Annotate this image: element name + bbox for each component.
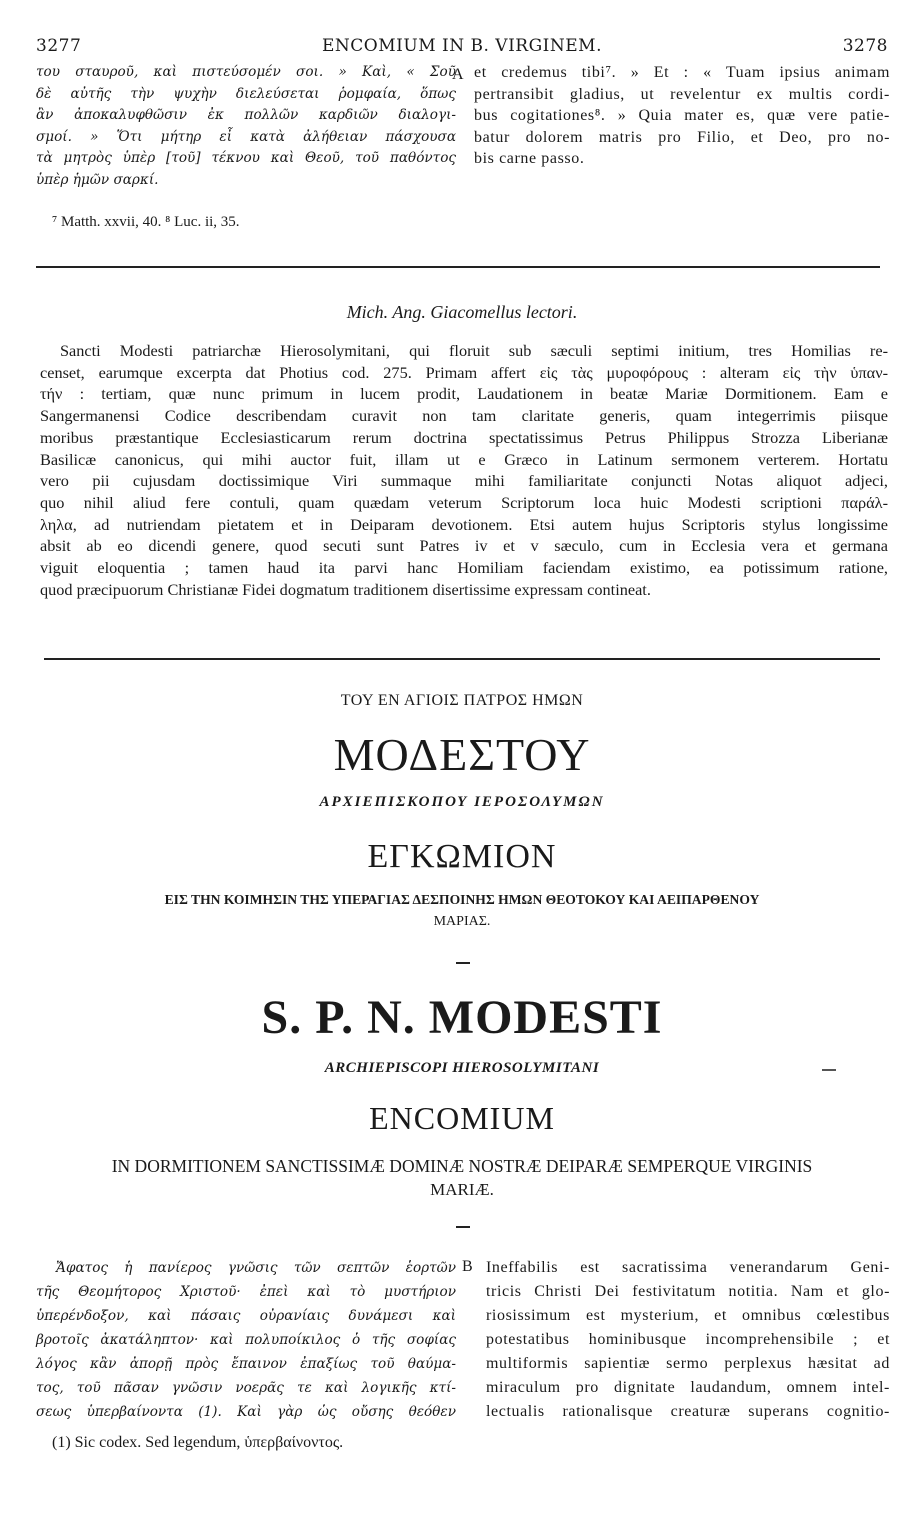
top-footnotes: ⁷ Matth. xxvii, 40. ⁸ Luc. ii, 35. xyxy=(52,214,240,230)
greek-office: ΑΡΧΙΕΠΙΣΚΟΠΟΥ ΙΕΡΟΣΟΛΥΜΩΝ xyxy=(319,794,605,810)
preface-line: Sancti Modesti patriarchæ Hierosolymitani, qui floruit sub sæculi septimi initium, tres Homilias re- xyxy=(60,341,888,360)
latin-line: batur dolorem matris pro Filio, et Deo, pro no- xyxy=(474,128,890,146)
greek-line: ὑπερένδοξον, καὶ πάσαις οὐρανίαις δυνάμεσι καὶ xyxy=(36,1308,456,1324)
preface-line: vero pii cujusdam doctissimique Viri summaque mihi familiaritate conjuncti Notas aliquot adjeci, xyxy=(40,471,888,491)
greek-title-line: ΤΟΥ ΕΝ ΑΓΙΟΙΣ ΠΑΤΡΟΣ ΗΜΩΝ xyxy=(340,692,584,709)
bottom-footnote: (1) Sic codex. Sed legendum, ὑπερβαίνοντος. xyxy=(52,1434,344,1451)
greek-line: ἂν ἀποκαλυφθῶσιν ἐκ πολλῶν καρδιῶν διαλογι- xyxy=(36,107,456,123)
stray-mark xyxy=(822,1069,836,1071)
latin-work-title: ENCOMIUM xyxy=(369,1100,555,1136)
preface-line: censet, earumque excerpta dat Photius cod. 275. Primam affert εἰς τὰς μυροφόρους : alteram εἰς τὴν ὑπαν- xyxy=(40,362,888,382)
preface-line: ληλα, ad nutriendam pietatem et in Deiparam devotionem. Etsi autem hujus Scriptoris stylus longissime xyxy=(40,514,888,534)
greek-author-name: ΜΟΔΕΣΤΟΥ xyxy=(333,729,591,780)
latin-line: potestatibus hominibusque incomprehensibile ; et xyxy=(486,1331,890,1348)
greek-line: λόγος κἂν ἀπορῇ πρὸς ἔπαινον ἐπαξίως τοῦ θαύμα- xyxy=(36,1356,456,1372)
greek-line: βροτοῖς ἀκατάληπτον· καὶ πολυποίκιλος ὁ τῆς σοφίας xyxy=(36,1332,456,1348)
latin-line: riosissimum est mysterium, et omnibus cœlestibus xyxy=(486,1307,890,1324)
page-number-left: 3277 xyxy=(36,36,82,56)
greek-subject-line: ΕΙΣ ΤΗΝ ΚΟΙΜΗΣΙΝ ΤΗΣ ΥΠΕΡΑΓΙΑΣ ΔΕΣΠΟΙΝΗΣ ΗΜΩΝ ΘΕΟΤΟΚΟΥ ΚΑΙ ΑΕΙΠΑΡΘΕΝΟΥ xyxy=(164,892,760,907)
preface-line: viguit eloquentia ; tamen haud ita parvi hanc Homiliam faciendam existimo, ea potissimum ratione, xyxy=(40,558,888,578)
greek-line: τος, τοῦ πᾶσαν γνῶσιν νοερᾶς τε καὶ λογικῆς κτί- xyxy=(36,1380,456,1396)
preface-line: absit ab eo dicendi genere, quod secuti sunt Patres iv et v sæculo, cum in Ecclesia vera et germana xyxy=(40,536,888,556)
divider-rule xyxy=(36,266,880,268)
greek-column-top xyxy=(36,62,456,191)
latin-subject-line: IN DORMITIONEM SANCTISSIMÆ DOMINÆ NOSTRÆ DEIPARÆ SEMPERQUE VIRGINIS xyxy=(111,1156,813,1176)
greek-line: του σταυροῦ, καὶ πιστεύσομέν σοι. » Καὶ, « Σοῦ xyxy=(36,64,456,80)
preface-heading: Mich. Ang. Giacomellus lectori. xyxy=(346,302,578,322)
latin-line: lectualis rationalisque creaturæ superans cognitio- xyxy=(486,1403,890,1420)
latin-line: Ineffabilis est sacratissima venerandarum Geni- xyxy=(486,1259,890,1276)
latin-office: ARCHIEPISCOPI HIEROSOLYMITANI xyxy=(324,1060,600,1076)
greek-line: δὲ αὐτῆς τὴν ψυχὴν διελεύσεται ῥομφαία, ὅπως xyxy=(36,85,456,102)
column-marker-a: A xyxy=(452,66,464,83)
greek-line: Ἄφατος ἡ πανίερος γνῶσις τῶν σεπτῶν ἑορτῶν xyxy=(56,1260,456,1276)
latin-line: multiformis sapientiæ sermo perplexus hæsitat ad xyxy=(486,1355,890,1372)
latin-line: bus cogitationes⁸. » Quia mater es, quæ vere patie- xyxy=(474,107,890,124)
preface-line: τήν : tertiam, quæ nunc primum in lucem prodit, Laudationem in beatæ Mariæ Dormitionem. Eam e xyxy=(40,384,888,404)
preface-line: quo nihil aliud fere contuli, quam quædam veterum Scriptorum loca huic Modesti scriptioni παράλ- xyxy=(40,492,888,512)
greek-column-bottom xyxy=(36,1256,456,1424)
page-number-right: 3278 xyxy=(842,36,888,56)
preface-line: Basilicæ canonicus, qui mihi auctor fuit, illam ut e Græco in Latinum sermonem verterem. Hortatu xyxy=(40,449,888,469)
latin-column-bottom xyxy=(486,1256,890,1424)
latin-line: et credemus tibi⁷. » Et : « Tuam ipsius animam xyxy=(474,64,890,81)
latin-line: tricis Christi Dei festivitatum notitia. Nam et glo- xyxy=(486,1283,890,1300)
latin-line: bis carne passo. xyxy=(474,150,585,167)
preface-line: quod præcipuorum Christianæ Fidei dogmatum traditionem disertissime expressam contineat. xyxy=(40,579,651,599)
column-marker-b: B xyxy=(462,1258,473,1275)
greek-line: σμοί. » Ὅτι μήτηρ εἶ κατὰ ἀλήθειαν πάσχουσα xyxy=(36,128,456,145)
short-dash xyxy=(456,1226,470,1228)
latin-column-top xyxy=(474,62,890,170)
latin-author-name: S. P. N. MODESTI xyxy=(261,991,663,1044)
latin-line: miraculum pro dignitate laudandum, omnem intel- xyxy=(486,1379,890,1396)
preface-paragraph xyxy=(40,340,888,600)
latin-line: pertransibit gladius, ut revelentur ex multis cordi- xyxy=(474,85,890,103)
latin-subject-line: MARIÆ. xyxy=(430,1180,494,1199)
greek-line: τὰ μητρὸς ὑπὲρ [τοῦ] τέκνου καὶ Θεοῦ, τοῦ παθόντος xyxy=(36,150,456,166)
divider-rule xyxy=(44,658,880,660)
greek-line: σεως ὑπερβαίνοντα (1). Καὶ γὰρ ὡς οὔσης θεόθεν xyxy=(36,1404,456,1420)
preface-line: moribus præstantique Ecclesiasticarum rerum doctrina spectatissimus Petrus Philippus Strozza Liberianæ xyxy=(40,427,888,447)
greek-subject-line: ΜΑΡΙΑΣ. xyxy=(433,914,491,929)
greek-work-title: ΕΓΚΩΜΙΟΝ xyxy=(367,838,557,875)
short-dash xyxy=(456,962,470,964)
running-title: ENCOMIUM IN B. VIRGINEM. xyxy=(322,36,602,56)
greek-line: ὑπὲρ ἡμῶν σαρκί. xyxy=(36,171,159,188)
preface-line: Sangermanensi Codice describendam curavit non tam claritate generis, quam integerrimis piisque xyxy=(40,406,888,426)
greek-line: τῆς Θεομήτορος Χριστοῦ· ἐπεὶ καὶ τὸ μυστήριον xyxy=(36,1284,456,1300)
